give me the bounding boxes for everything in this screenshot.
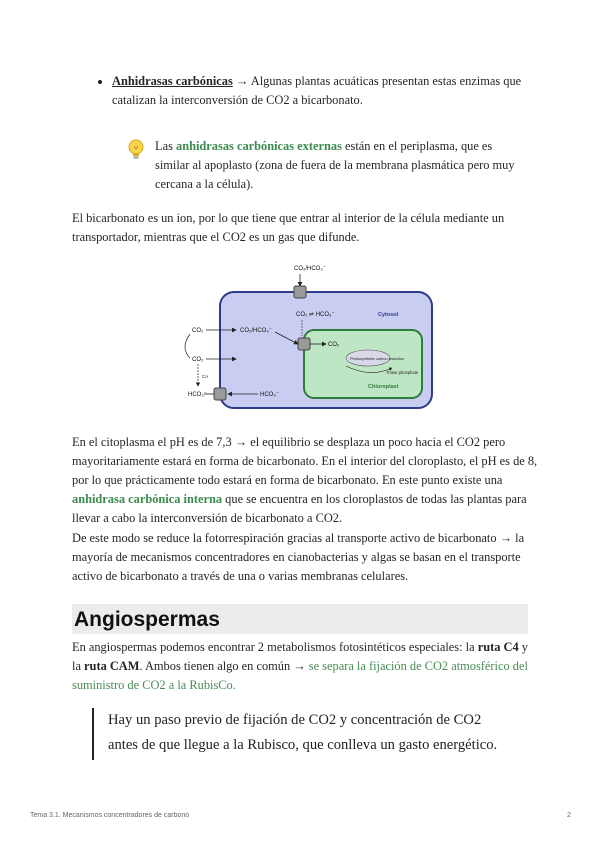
quote-bar — [92, 708, 94, 760]
paragraph-ph: En el citoplasma el pH es de 7,3 → el equilibrio se desplaza un poco hacia el CO2 pero mayoritariamente estará en forma de bicarbonato. En el interior del cloroplasto, el pH es de 8, por lo que prácticamente todo estará en forma de bicarbonato. En este punto existe una anhidrasa carbónica interna que se encuentra en los cloroplastos de todas las plantas para llevar a cabo la interconversión de bicarbonato a CO2. — [72, 435, 538, 525]
figure-cytosol-label: Cytosol — [378, 312, 399, 318]
paragraph-photorespiration: De este modo se reduce la fotorrespiración gracias al transporte activo de bicarbonato → la mayoría de mecanismos concentradores en cianobacterias y algas se basan en el transporte activo de bicarbonato a través de una o varias membranas celulares. — [72, 531, 525, 583]
bullet-term: Anhidrasas carbónicas — [112, 74, 233, 88]
bullet-dot — [98, 80, 102, 84]
figure-triose: Triose phosphate — [386, 370, 419, 375]
figure-bottom-hco3: HCO₃⁻ — [260, 392, 279, 398]
bullet-text: Anhidrasas carbónicas → Algunas plantas acuáticas presentan estas enzimas que catalizan la interconversión de CO2 a bicarbonato. — [112, 74, 522, 107]
transporter-bottom — [214, 388, 226, 400]
figure-eq-cytosol: CO₂ ⇌ HCO₃⁻ — [296, 312, 335, 318]
figure-chloroplast-label: Chloroplast — [368, 384, 399, 390]
figure-rubisco: Photosynthetic carbon reduction — [350, 357, 405, 361]
footer-page-number: 2 — [567, 812, 571, 819]
section-title: Angiospermas — [74, 608, 220, 631]
paragraph-angiosperms: En angiospermas podemos encontrar 2 metabolismos fotosintéticos especiales: la ruta C4 y la ruta CAM. Ambos tienen algo en común → se separa la fijación de CO2 atmosférico del suministro de CO2 a la RubisCo. — [72, 640, 528, 692]
ruta-c4: ruta C4 — [477, 640, 519, 654]
figure-pair-top: CO₂/HCO₃⁻ — [240, 328, 272, 334]
figure-co2-chloro: CO₂ — [328, 342, 340, 348]
paragraph-bicarbonate: El bicarbonato es un ion, por lo que tiene que entrar al interior de la célula mediante un transportador, mientras que el CO2 es un gas que difunde. — [72, 211, 505, 244]
fixation-link-continued[interactable]: suministro de CO2 a la RubisCo. — [72, 678, 236, 692]
blockquote: Hay un paso previo de fijación de CO2 y concentración de CO2 antes de que llegue a la Rubisco, que conlleva un gasto energético. — [108, 712, 498, 753]
lightbulb-icon — [126, 138, 146, 162]
figure-left-co2-top: CO₂ — [192, 328, 204, 334]
internal-anhydrase-highlight: anhidrasa carbónica interna — [72, 492, 223, 506]
footer-title: Tema 3.1. Mecanismos concentradores de carbono — [30, 812, 190, 819]
figure-left-hco3: HCO₃⁻ — [188, 392, 207, 398]
carbon-transport-figure — [180, 258, 440, 418]
fixation-link[interactable]: se separa la fijación de CO2 atmosférico del — [308, 659, 528, 673]
tip-highlight: anhidrasas carbónicas externas — [176, 139, 342, 153]
figure-left-co2-mid: CO₂ — [192, 357, 204, 363]
figure-ca-label: CA — [202, 374, 209, 379]
ruta-cam: ruta CAM — [84, 659, 140, 673]
figure-top-label: CO₂/HCO₃⁻ — [294, 266, 326, 272]
transporter-top — [294, 286, 306, 298]
tip-text: Las anhidrasas carbónicas externas están en el periplasma, que es similar al apoplasto (zona de fuera de la membrana plasmática pero muy cercana a la célula). — [155, 139, 515, 191]
transporter-chloroplast — [298, 338, 310, 350]
